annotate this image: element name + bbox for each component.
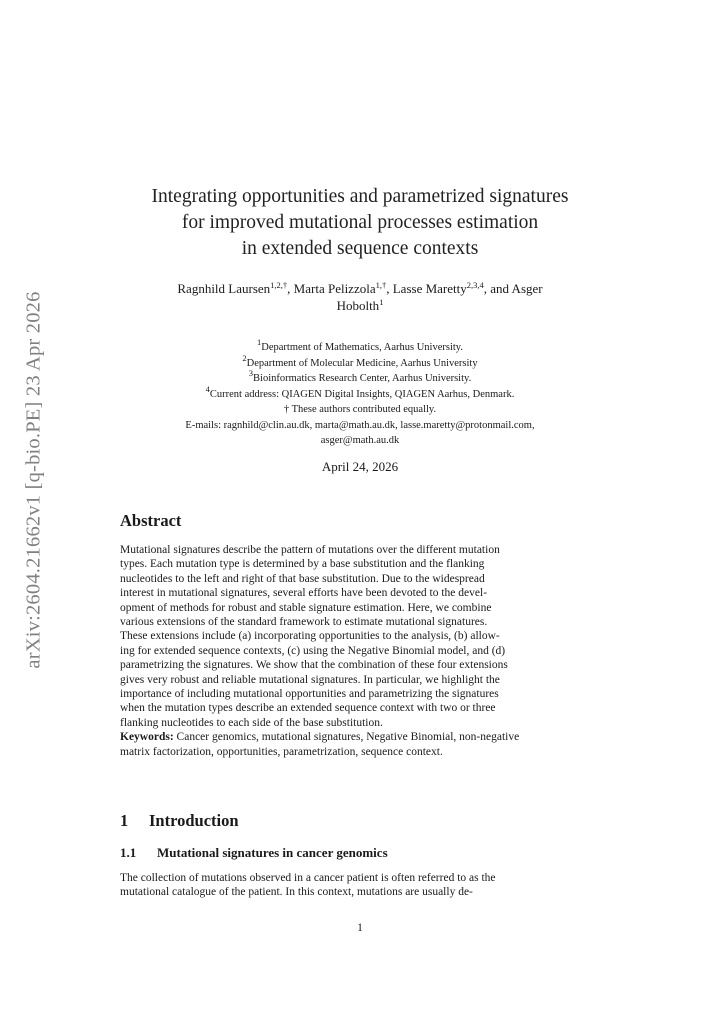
paper-date: April 24, 2026 <box>321 459 399 474</box>
author-name: Marta Pelizzola <box>293 281 376 296</box>
abstract-line: importance of including mutational opportunities and parametrizing the signatures <box>120 688 499 701</box>
keywords-line <box>120 730 614 744</box>
author-name: Ragnhild Laursen <box>177 281 271 296</box>
abstract-line: opment of methods for robust and stable signature estimation. Here, we combine <box>120 601 492 614</box>
subsection-title: Mutational signatures in cancer genomics <box>157 845 388 860</box>
abstract-heading: Abstract <box>120 511 182 530</box>
affiliation-mark: 1 <box>257 337 262 347</box>
author-line <box>110 297 610 314</box>
section-number: 1 <box>120 811 129 830</box>
emails: E-mails: ragnhild@clin.au.dk, marta@math.au.dk, lasse.maretty@protonmail.com, <box>185 419 535 431</box>
affiliation <box>110 368 610 387</box>
affiliation-mark: 3 <box>248 368 254 378</box>
abstract-line: nucleotides to the left and right of that base substitution. Due to the widespread <box>120 572 485 585</box>
author-list <box>110 280 610 314</box>
abstract-line: parametrizing the signatures. We show that the combination of these four extensions <box>120 659 508 672</box>
abstract-line: types. Each mutation type is determined by a base substitution and the flanking <box>120 558 485 571</box>
abstract-line: various extensions of the standard framework to estimate mutational signatures. <box>120 616 488 629</box>
affiliation-text: Bioinformatics Research Center, Aarhus University. <box>253 373 472 384</box>
page-number: 1 <box>357 922 363 934</box>
equal-contribution-note: † These authors contributed equally. <box>283 404 437 415</box>
keywords-line: matrix factorization, opportunities, parametrization, sequence context. <box>120 745 443 758</box>
abstract-line: gives very robust and reliable mutational signatures. In particular, we highlight the <box>120 673 500 686</box>
author-affiliation-mark: 1,† <box>375 280 387 290</box>
keywords-text: Cancer genomics, mutational signatures, Negative Binomial, non-negative <box>176 731 520 744</box>
author-line: Ragnhild Laursen$^{1,2,\dagger}$, Marta Pelizzola$^{1,\dagger}$, Lasse Maretty$^{2,3,4}$, and Asger <box>177 280 543 296</box>
subsection-heading <box>120 845 388 861</box>
affiliation <box>110 383 610 403</box>
affiliation-text: Department of Mathematics, Aarhus University. <box>261 342 463 353</box>
subsection-number: 1.1 <box>120 845 137 860</box>
section-heading <box>120 811 239 831</box>
author-name: and Asger <box>490 281 543 296</box>
affiliations <box>110 337 610 449</box>
abstract-line: ing for extended sequence contexts, (c) using the Negative Binomial model, and (d) <box>120 644 506 657</box>
affiliation-text: Current address: QIAGEN Digital Insights, QIAGEN Aarhus, Denmark. <box>209 388 515 400</box>
author-affiliation-mark: 1 <box>379 297 384 307</box>
body-line: The collection of mutations observed in a cancer patient is often referred to as the <box>120 872 496 884</box>
emails: asger@math.au.dk <box>320 435 400 446</box>
author-affiliation-mark: 2,3,4 <box>466 280 484 290</box>
body-paragraph <box>120 871 614 900</box>
abstract-line: These extensions include (a) incorporating opportunities to the analysis, (b) allow- <box>120 630 500 643</box>
abstract-body <box>120 543 614 759</box>
affiliation-mark: 4 <box>205 383 210 394</box>
affiliation <box>110 337 610 356</box>
affiliation-mark: 2 <box>242 352 247 363</box>
arxiv-identifier[interactable]: arXiv:2604.21662v1 [q-bio.PE] 23 Apr 2026 <box>22 291 45 669</box>
author-name: Hobolth <box>336 298 380 313</box>
section-title: Introduction <box>149 811 239 830</box>
affiliation <box>110 352 610 372</box>
title-line: in extended sequence contexts <box>241 238 479 259</box>
body-line: mutational catalogue of the patient. In this context, mutations are usually de- <box>120 886 473 899</box>
author-name: Lasse Maretty <box>392 281 467 296</box>
author-affiliation-mark: 1,2,† <box>270 280 288 290</box>
abstract-line: when the mutation types describe an extended sequence context with two or three <box>120 702 496 715</box>
paper-title <box>100 184 620 262</box>
abstract-line: flanking nucleotides to each side of the base substitution. <box>120 716 383 729</box>
abstract-line: Mutational signatures describe the pattern of mutations over the different mutation <box>120 544 500 556</box>
abstract-line: interest in mutational signatures, several efforts have been devoted to the devel- <box>120 587 488 600</box>
title-line: Integrating opportunities and parametrized signatures <box>151 186 569 207</box>
title-line: for improved mutational processes estimation <box>181 212 539 233</box>
affiliation-text: Department of Molecular Medicine, Aarhus University <box>246 357 478 369</box>
keywords-label: Keywords: <box>120 731 174 744</box>
